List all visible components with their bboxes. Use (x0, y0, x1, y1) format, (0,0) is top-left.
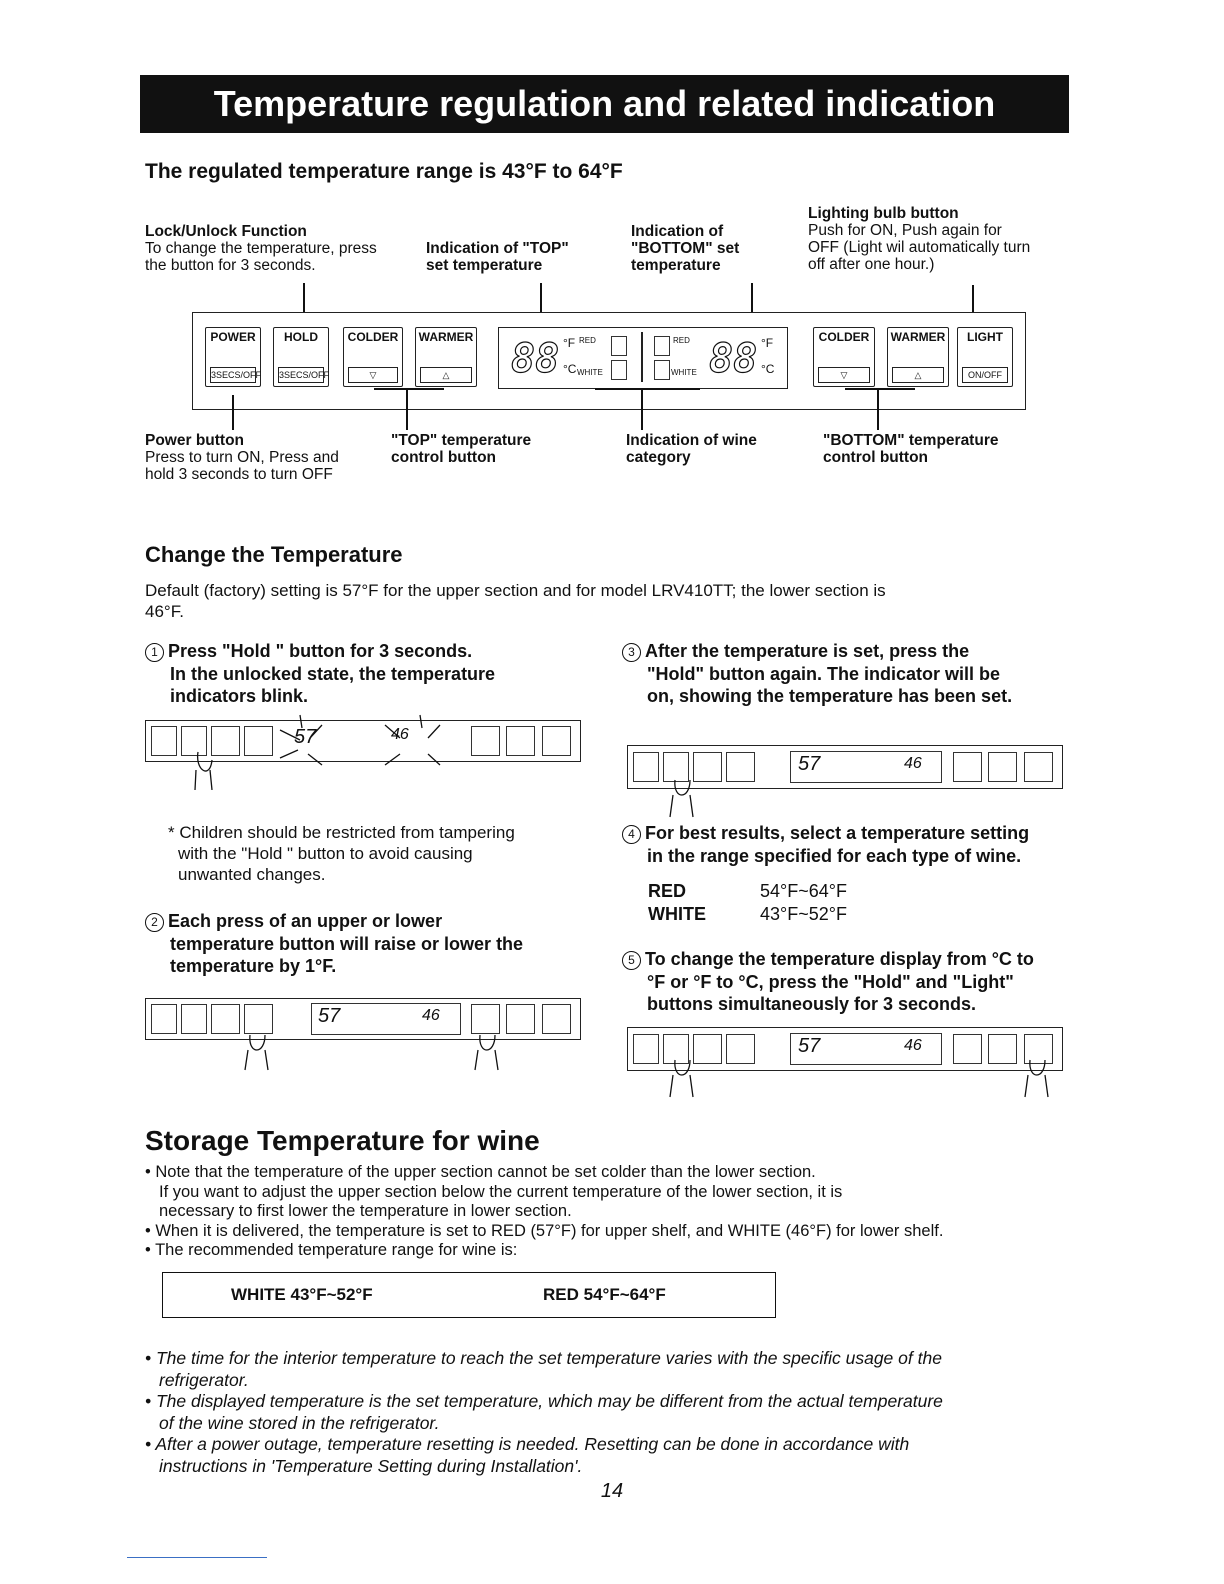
mini-top-temp: 57 (798, 1035, 821, 1057)
step-1: 1 Press "Hold " button for 3 seconds. In the unlocked state, the temperature indicators blink. (145, 640, 495, 708)
top-red-indicator: RED (579, 336, 596, 345)
wine-range-table: RED 54°F~64°F WHITE 43°F~52°F (648, 881, 847, 924)
mini-power-button (151, 1004, 177, 1034)
range-heading: The regulated temperature range is 43°F to 64°F (145, 160, 623, 183)
mini-power-button (633, 1034, 659, 1064)
lock-label: Lock/Unlock Function To change the temperature, press the button for 3 seconds. (145, 223, 377, 274)
step-3: 3 After the temperature is set, press the "Hold" button again. The indicator will be on, showing the temperature has been set. (622, 640, 1012, 708)
top-indicator-icon (611, 336, 627, 356)
step-5: 5 To change the temperature display from °C to °F or °F to °C, press the "Hold" and "Light" buttons simultaneously for 3 seconds. (622, 948, 1034, 1016)
mini-bottom-temp: 46 (904, 755, 922, 772)
finger-icons-step5 (660, 1055, 1060, 1100)
top-temp-digits: 88 (511, 336, 560, 382)
bottom-white-indicator: WHITE (671, 368, 697, 377)
top-unit-f: °F (563, 336, 576, 350)
bottom-red-indicator: RED (673, 336, 690, 345)
mini-bottom-temp: 46 (422, 1007, 440, 1024)
top-set-label: Indication of "TOP" set temperature (426, 240, 569, 274)
mini-bottom-temp: 46 (904, 1037, 922, 1054)
finger-icons-step2 (220, 1025, 520, 1075)
recommended-range-box (162, 1272, 776, 1318)
mini-light-button (542, 1004, 571, 1034)
bottom-colder-button[interactable]: COLDER ▽ (813, 327, 875, 387)
mini-hold-button (181, 1004, 207, 1034)
hold-button[interactable]: HOLD 3SECS/OFF (273, 327, 329, 387)
light-button[interactable]: LIGHT ON/OFF (957, 327, 1013, 387)
mini-light-button (1024, 752, 1053, 782)
footer-rule (127, 1557, 267, 1558)
notes: • The time for the interior temperature to reach the set temperature varies with the specific usage of the refrigerator. • The displayed temperature is the set temperature, which may be different from the actual temperature of the wine stored in the refrigerator. • After a power outage, temperature resetting is needed. Resetting can be done in accordance with instructions in 'Temperature Setting during Installation'. (145, 1348, 943, 1476)
step-4: 4 For best results, select a temperature setting in the range specified for each type of wine. (622, 822, 1029, 867)
top-white-icon (611, 360, 627, 380)
storage-heading: Storage Temperature for wine (145, 1125, 540, 1156)
bottom-indicator-icon (654, 360, 670, 380)
step-2: 2 Each press of an upper or lower temperature button will raise or lower the temperature by 1°F. (145, 910, 523, 978)
top-white-indicator: WHITE (577, 368, 603, 377)
children-note: * Children should be restricted from tampering with the "Hold " button to avoid causing unwanted changes. (168, 823, 515, 884)
top-warmer-button[interactable]: WARMER △ (415, 327, 477, 387)
mini-warmer-button (726, 752, 755, 782)
mini-warmer2-button (988, 752, 1017, 782)
change-heading: Change the Temperature (145, 542, 403, 567)
mini-bottom-temp: 46 (391, 726, 409, 743)
bottom-unit-f: °F (761, 336, 774, 350)
blink-rays-step1 (140, 710, 590, 790)
mini-colder2-button (953, 752, 982, 782)
bottom-control-label: "BOTTOM" temperature control button (823, 432, 999, 466)
mini-top-temp: 57 (294, 726, 317, 748)
temperature-display (498, 327, 788, 389)
top-colder-button[interactable]: COLDER ▽ (343, 327, 403, 387)
bottom-warmer-button[interactable]: WARMER △ (887, 327, 949, 387)
wine-indication-label: Indication of wine category (626, 432, 757, 466)
light-label: Lighting bulb button Push for ON, Push again for OFF (Light wil automatically turn off after one hour.) (808, 205, 1031, 273)
mini-top-temp: 57 (798, 753, 821, 775)
default-text: Default (factory) setting is 57°F for the upper section and for model LRV410TT; the lower section is 46°F. (145, 581, 886, 621)
storage-bullets: • Note that the temperature of the upper section cannot be set colder than the lower section. If you want to adjust the upper section below the current temperature of the lower section, it is necessary to first lower the temperature in lower section. • When it is delivered, the temperature is set to RED (57°F) for upper shelf, and WHITE (46°F) for lower shelf. • The recommended temperature range for wine is: (145, 1163, 944, 1259)
page-title: Temperature regulation and related indication (140, 75, 1069, 133)
page-number: 14 (600, 1480, 624, 1502)
white-range: WHITE 43°F~52°F (231, 1285, 373, 1304)
bottom-temp-digits: 88 (709, 336, 758, 382)
power-button[interactable]: POWER 3SECS/OFF (205, 327, 261, 387)
finger-icon-step3 (660, 775, 720, 820)
control-panel (192, 312, 1026, 410)
mini-top-temp: 57 (318, 1005, 341, 1027)
bottom-unit-c: °C (761, 362, 775, 376)
top-control-label: "TOP" temperature control button (391, 432, 532, 466)
bottom-red-icon (654, 336, 670, 356)
power-label: Power button Press to turn ON, Press and hold 3 seconds to turn OFF (145, 432, 339, 483)
top-unit-c: °C (563, 362, 577, 376)
bottom-set-label: Indication of "BOTTOM" set temperature (631, 223, 740, 274)
mini-power-button (633, 752, 659, 782)
red-range: RED 54°F~64°F (543, 1285, 666, 1304)
